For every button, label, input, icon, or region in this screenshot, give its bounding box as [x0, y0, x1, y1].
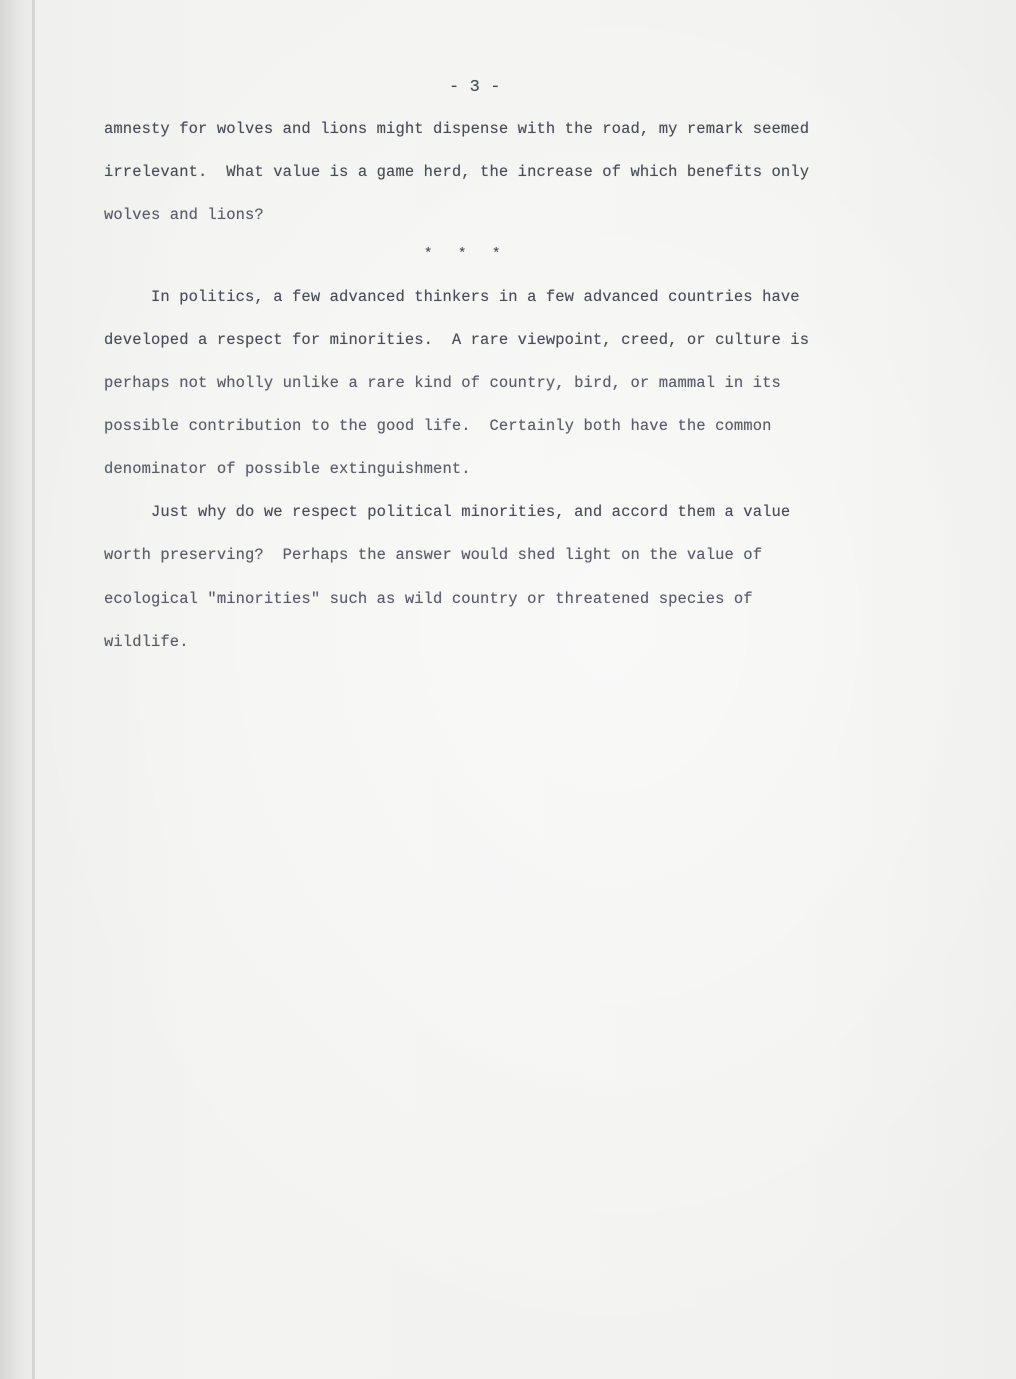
paragraph-3-line-1: Just why do we respect political minorities, and accord them a value — [104, 503, 791, 521]
section-separator: * * * — [424, 246, 501, 262]
paragraph-2-line-2: developed a respect for minorities. A rare viewpoint, creed, or culture is — [104, 331, 810, 349]
paragraph-1-line-2: irrelevant. What value is a game herd, the increase of which benefits only — [104, 163, 810, 181]
paragraph-1-line-3: wolves and lions? — [104, 206, 264, 224]
paragraph-3-line-3: ecological "minorities" such as wild country or threatened species of — [104, 590, 753, 608]
paragraph-2-line-3: perhaps not wholly unlike a rare kind of country, bird, or mammal in its — [104, 374, 781, 392]
binding-edge — [0, 0, 35, 1379]
paragraph-2-line-4: possible contribution to the good life. Certainly both have the common — [104, 417, 772, 435]
paragraph-1-line-1: amnesty for wolves and lions might dispense with the road, my remark seemed — [104, 120, 810, 138]
paragraph-3-line-4: wildlife. — [104, 633, 189, 651]
paragraph-2-line-5: denominator of possible extinguishment. — [104, 460, 471, 478]
paragraph-3-line-2: worth preserving? Perhaps the answer would shed light on the value of — [104, 546, 763, 564]
paragraph-2-line-1: In politics, a few advanced thinkers in a few advanced countries have — [104, 288, 800, 306]
binding-shadow-line — [32, 0, 34, 1379]
page-number: - 3 - — [449, 78, 501, 97]
